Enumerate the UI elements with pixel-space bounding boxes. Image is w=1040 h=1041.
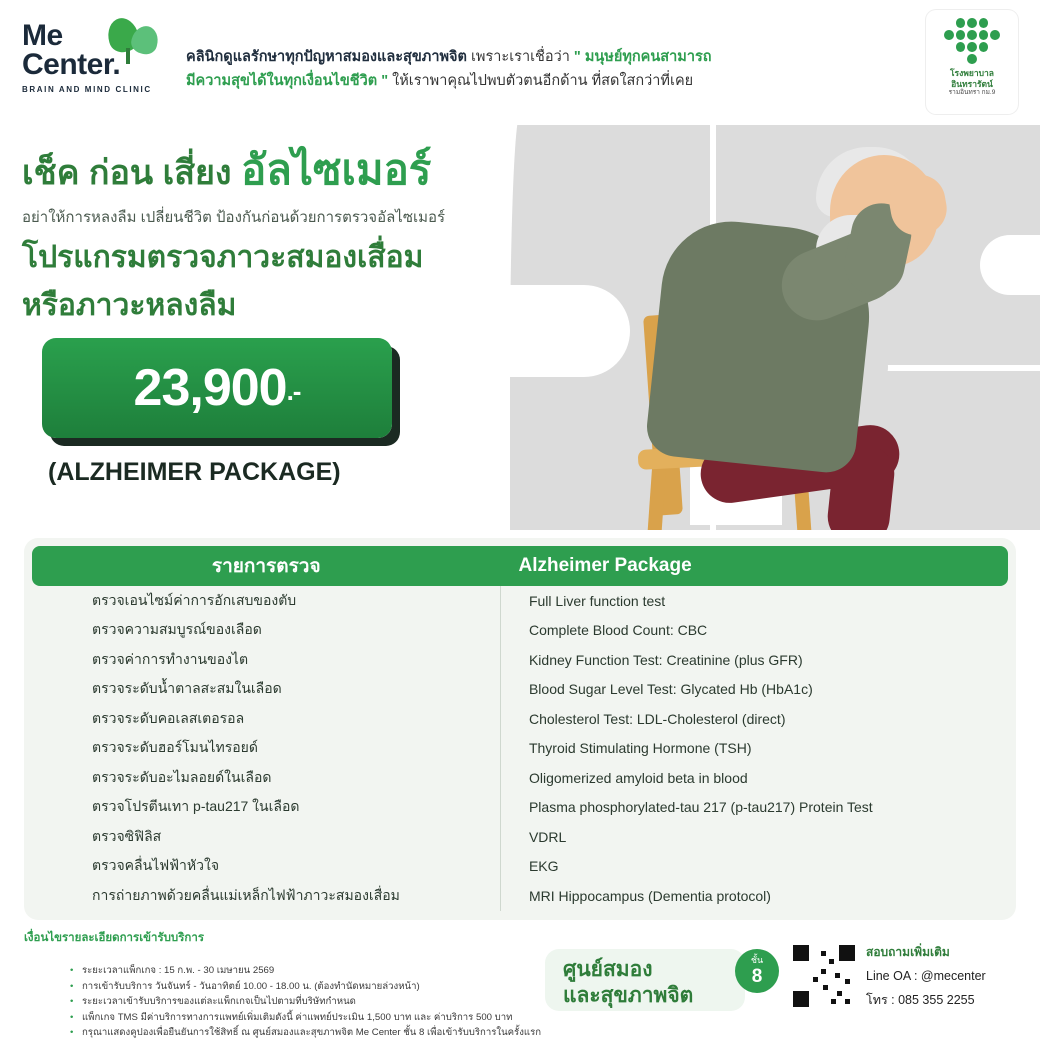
table-header-col-1: รายการตรวจ (32, 546, 500, 586)
table-cell-thai: ตรวจคลื่นไฟฟ้าหัวใจ (32, 852, 500, 882)
table-row (32, 616, 1008, 646)
leaf-stem-icon (126, 48, 130, 64)
contact-phone[interactable]: โทร : 085 355 2255 (866, 993, 975, 1007)
center-line-2: และสุขภาพจิต (563, 984, 694, 1008)
contact-title: สอบถามเพิ่มเติม (866, 945, 950, 959)
center-line-1: ศูนย์สมอง (563, 958, 653, 981)
table-body (32, 586, 1008, 911)
floor-badge (735, 949, 779, 993)
tagline-part-2: เพราะเราเชื่อว่า (470, 49, 570, 65)
table-row (32, 852, 1008, 882)
table-row (32, 822, 1008, 852)
elderly-person-illustration (580, 145, 1000, 530)
table-cell-english: Plasma phosphorylated-tau 217 (p-tau217) Protein Test (528, 799, 873, 816)
hero-program-line-2: หรือภาวะหลงลืม (22, 288, 237, 322)
contact-line-oa[interactable]: Line OA : @mecenter (866, 969, 986, 983)
logo (22, 19, 172, 114)
qr-code-icon[interactable] (793, 945, 855, 1007)
table-row (32, 645, 1008, 675)
table-cell-thai: ตรวจซิฟิลิส (32, 822, 500, 852)
table-cell-english: Oligomerized amyloid beta in blood (528, 769, 748, 786)
table-row (32, 734, 1008, 764)
logo-subtitle: BRAIN AND MIND CLINIC (22, 85, 152, 94)
table-cell-english: EKG (528, 858, 559, 875)
table-header-row (32, 546, 1008, 586)
table-cell-thai: การถ่ายภาพด้วยคลื่นแม่เหล็กไฟฟ้าภาวะสมองเสื่อม (32, 881, 500, 911)
table-cell-thai: ตรวจระดับคอเลสเตอรอล (32, 704, 500, 734)
contact-block (866, 943, 986, 1010)
package-table-container (24, 538, 1016, 920)
table-row (32, 793, 1008, 823)
table-cell-english: Blood Sugar Level Test: Glycated Hb (HbA1c) (528, 681, 813, 698)
price-value: 23,900 (133, 359, 287, 417)
package-table (32, 546, 1008, 911)
conditions-list (30, 963, 550, 1041)
table-cell-english: Cholesterol Test: LDL-Cholesterol (direct) (528, 710, 786, 727)
table-cell-english: VDRL (528, 828, 567, 845)
conditions-title: เงื่อนไขรายละเอียดการเข้ารับบริการ (24, 932, 204, 944)
condition-item: • แพ็กเกจ TMS มีค่าบริการทางการแพทย์เพิ่มเติมดังนี้ ค่าแพทย์ประเมิน 1,500 บาท และ ค่าบริการ 500 บาท (70, 1010, 550, 1026)
package-name: (ALZHEIMER PACKAGE) (48, 458, 341, 486)
table-header-col-2: Alzheimer Package (500, 546, 1008, 586)
table-cell-thai: ตรวจความสมบูรณ์ของเลือด (32, 616, 500, 646)
table-header (32, 546, 1008, 586)
hospital-badge (926, 10, 1018, 114)
hospital-name (926, 68, 1018, 97)
hero-title-small: เช็ค ก่อน เสี่ยง (22, 154, 232, 192)
floor-number: 8 (751, 966, 763, 987)
hero-subtitle: อย่าให้การหลงลืม เปลี่ยนชีวิต ป้องกันก่อนด้วยการตรวจอัลไซเมอร์ (22, 209, 446, 227)
hero-text-block (22, 145, 582, 324)
condition-item: • การเข้ารับบริการ วันจันทร์ - วันอาทิตย์ 10.00 - 18.00 น. (ต้องทำนัดหมายล่วงหน้า) (70, 979, 550, 995)
center-badge-text (563, 957, 693, 1010)
header (0, 0, 1040, 125)
table-row (32, 763, 1008, 793)
condition-item: • กรุณาแสดงคูปองเพื่อยืนยันการใช้สิทธิ์ ณ ศูนย์สมองและสุขภาพจิต Me Center ชั้น 8 เพื่อเข้ารับบริการในครั้งแรก (70, 1025, 550, 1041)
logo-line-1: Me (22, 19, 63, 52)
price-dash: .- (286, 375, 301, 406)
hero-title (22, 145, 582, 195)
hero-program-line-1: โปรแกรมตรวจภาวะสมองเสื่อม (22, 241, 424, 275)
table-cell-thai: ตรวจค่าการทำงานของไต (32, 645, 500, 675)
hospital-name-line2: อินทรารัตน์ (951, 78, 993, 89)
hospital-name-line1: โรงพยาบาล (949, 68, 994, 78)
hospital-logo-icon (944, 18, 1000, 64)
table-cell-thai: ตรวจระดับฮอร์โมนไทรอยด์ (32, 734, 500, 764)
header-tagline (186, 46, 876, 94)
center-badge (545, 949, 745, 1011)
floor-label: ชั้น (750, 955, 764, 965)
tagline-part-5: ให้เราพาคุณไปพบตัวตนอีกด้าน ที่สดใสกว่าที่เคย (392, 72, 694, 89)
logo-line-2: Center. (22, 47, 121, 81)
tagline-part-4: มีความสุขได้ในทุกเงื่อนไขชีวิต " (186, 72, 389, 89)
table-cell-thai: ตรวจระดับอะไมลอยด์ในเลือด (32, 763, 500, 793)
table-cell-english: Complete Blood Count: CBC (528, 622, 708, 639)
tagline-part-1: คลินิกดูแลรักษาทุกปัญหาสมองและสุขภาพจิต (186, 49, 467, 65)
table-cell-thai: ตรวจระดับน้ำตาลสะสมในเลือด (32, 675, 500, 705)
condition-item: • ระยะเวลาเข้ารับบริการของแต่ละแพ็กเกจเป็นไปตามที่บริษัทกำหนด (70, 994, 550, 1010)
price-value-wrapper (134, 358, 301, 418)
table-cell-english: Thyroid Stimulating Hormone (TSH) (528, 740, 752, 757)
hero-section (0, 125, 1040, 530)
price-badge (42, 338, 392, 438)
table-row (32, 704, 1008, 734)
table-cell-english: Full Liver function test (528, 592, 666, 609)
hero-title-big: อัลไซเมอร์ (240, 146, 432, 193)
table-cell-english: Kidney Function Test: Creatinine (plus GFR) (528, 651, 803, 668)
table-row (32, 881, 1008, 911)
table-cell-thai: ตรวจเอนไซม์ค่าการอักเสบของตับ (32, 586, 500, 616)
hospital-branch: รามอินทรา กม.9 (948, 89, 996, 97)
condition-item: • ระยะเวลาแพ็กเกจ : 15 ก.พ. - 30 เมษายน 2569 (70, 963, 550, 979)
table-row (32, 586, 1008, 616)
footer (0, 925, 1040, 1040)
table-cell-thai: ตรวจโปรตีนเทา p-tau217 ในเลือด (32, 793, 500, 823)
table-cell-english: MRI Hippocampus (Dementia protocol) (528, 887, 771, 904)
tagline-part-3: " มนุษย์ทุกคนสามารถ (573, 49, 712, 65)
table-row (32, 675, 1008, 705)
